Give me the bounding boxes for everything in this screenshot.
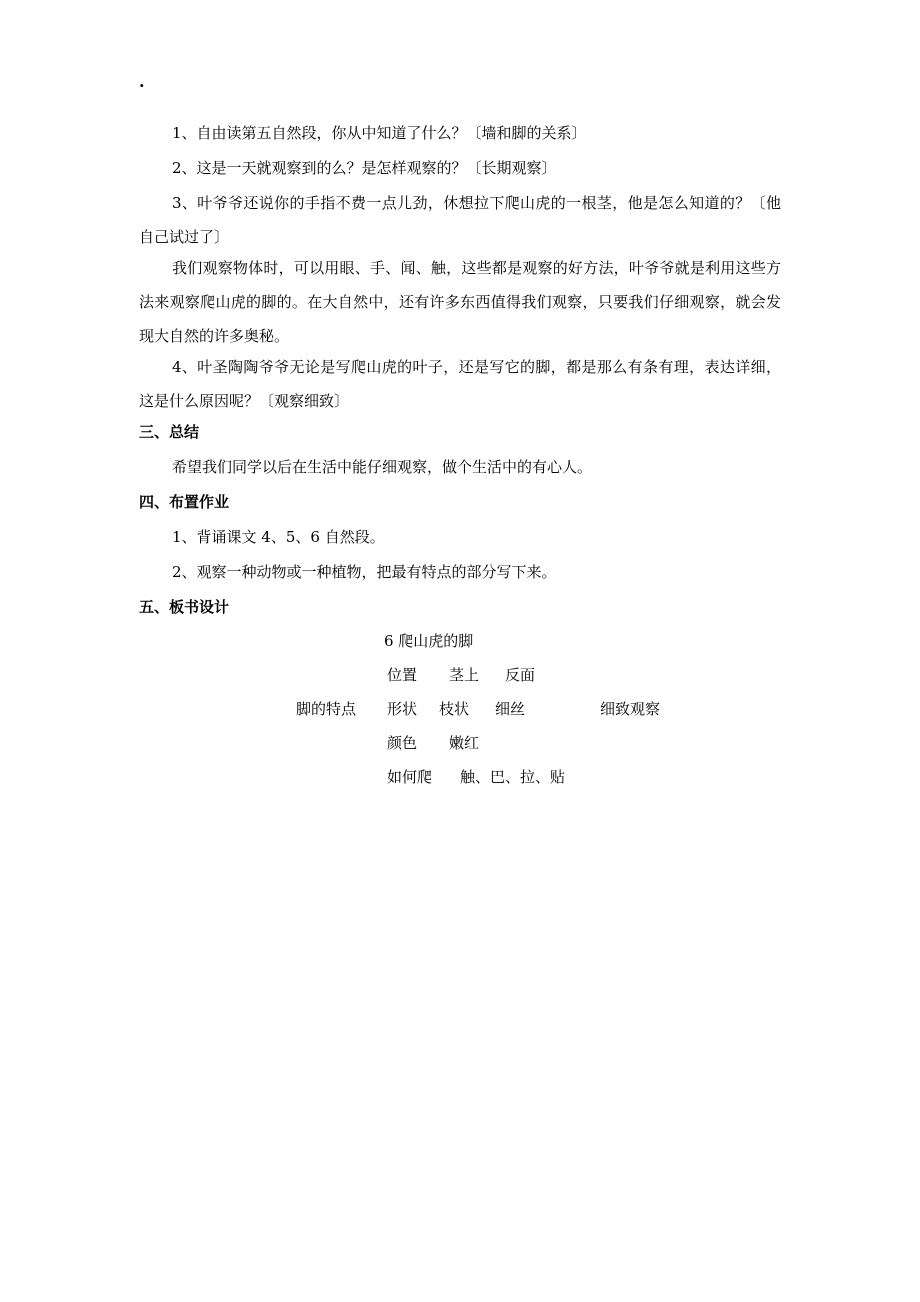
board-design: [0, 628, 920, 798]
board-row-value: 反面: [505, 666, 536, 684]
board-row-label: 颜色: [387, 734, 418, 752]
board-row-value: 茎上: [449, 666, 480, 684]
board-title: 6 爬山虎的脚: [384, 632, 474, 650]
board-row-label: 位置: [387, 666, 418, 684]
page-marker: ·: [139, 76, 145, 95]
homework-item: 2、观察一种动物或一种植物，把最有特点的部分写下来。: [172, 563, 557, 581]
board-row-value: 嫩红: [449, 734, 480, 752]
question-4: 4、叶圣陶陶爷爷无论是写爬山虎的叶子，还是写它的脚，都是那么有条有理，表达详细，这是什么原因呢？〔观察细致〕: [139, 358, 781, 410]
board-row-label: 如何爬: [387, 768, 433, 786]
section-heading-board: 五、板书设计: [139, 598, 230, 616]
section-heading-summary: 三、总结: [139, 423, 200, 441]
summary-paragraph: 我们观察物体时，可以用眼、手、闻、触，这些都是观察的好方法，叶爷爷就是利用这些方法来观察爬山虎的脚的。在大自然中，还有许多东西值得我们观察，只要我们仔细观察，就会发现大自然的许多奥秘。: [139, 259, 781, 345]
board-row-value: 细丝: [495, 700, 526, 718]
board-right-label: 细致观察: [600, 700, 661, 718]
board-left-label: 脚的特点: [296, 700, 357, 718]
section-heading-homework: 四、布置作业: [139, 493, 230, 511]
question-1: 1、自由读第五自然段，你从中知道了什么？〔墙和脚的关系〕: [172, 124, 587, 142]
summary-text: 希望我们同学以后在生活中能仔细观察，做个生活中的有心人。: [172, 458, 593, 476]
board-row-value: 触、巴、拉、贴: [460, 768, 566, 786]
document-body: [139, 120, 781, 629]
board-row-value: 枝状: [439, 700, 470, 718]
question-2: 2、这是一天就观察到的么？是怎样观察的？〔长期观察〕: [172, 159, 557, 177]
homework-item: 1、背诵课文 4、5、6 自然段。: [172, 528, 385, 546]
question-3: 3、叶爷爷还说你的手指不费一点儿劲，休想拉下爬山虎的一根茎，他是怎么知道的？〔他自己试过了〕: [139, 194, 781, 246]
board-row-label: 形状: [387, 700, 418, 718]
